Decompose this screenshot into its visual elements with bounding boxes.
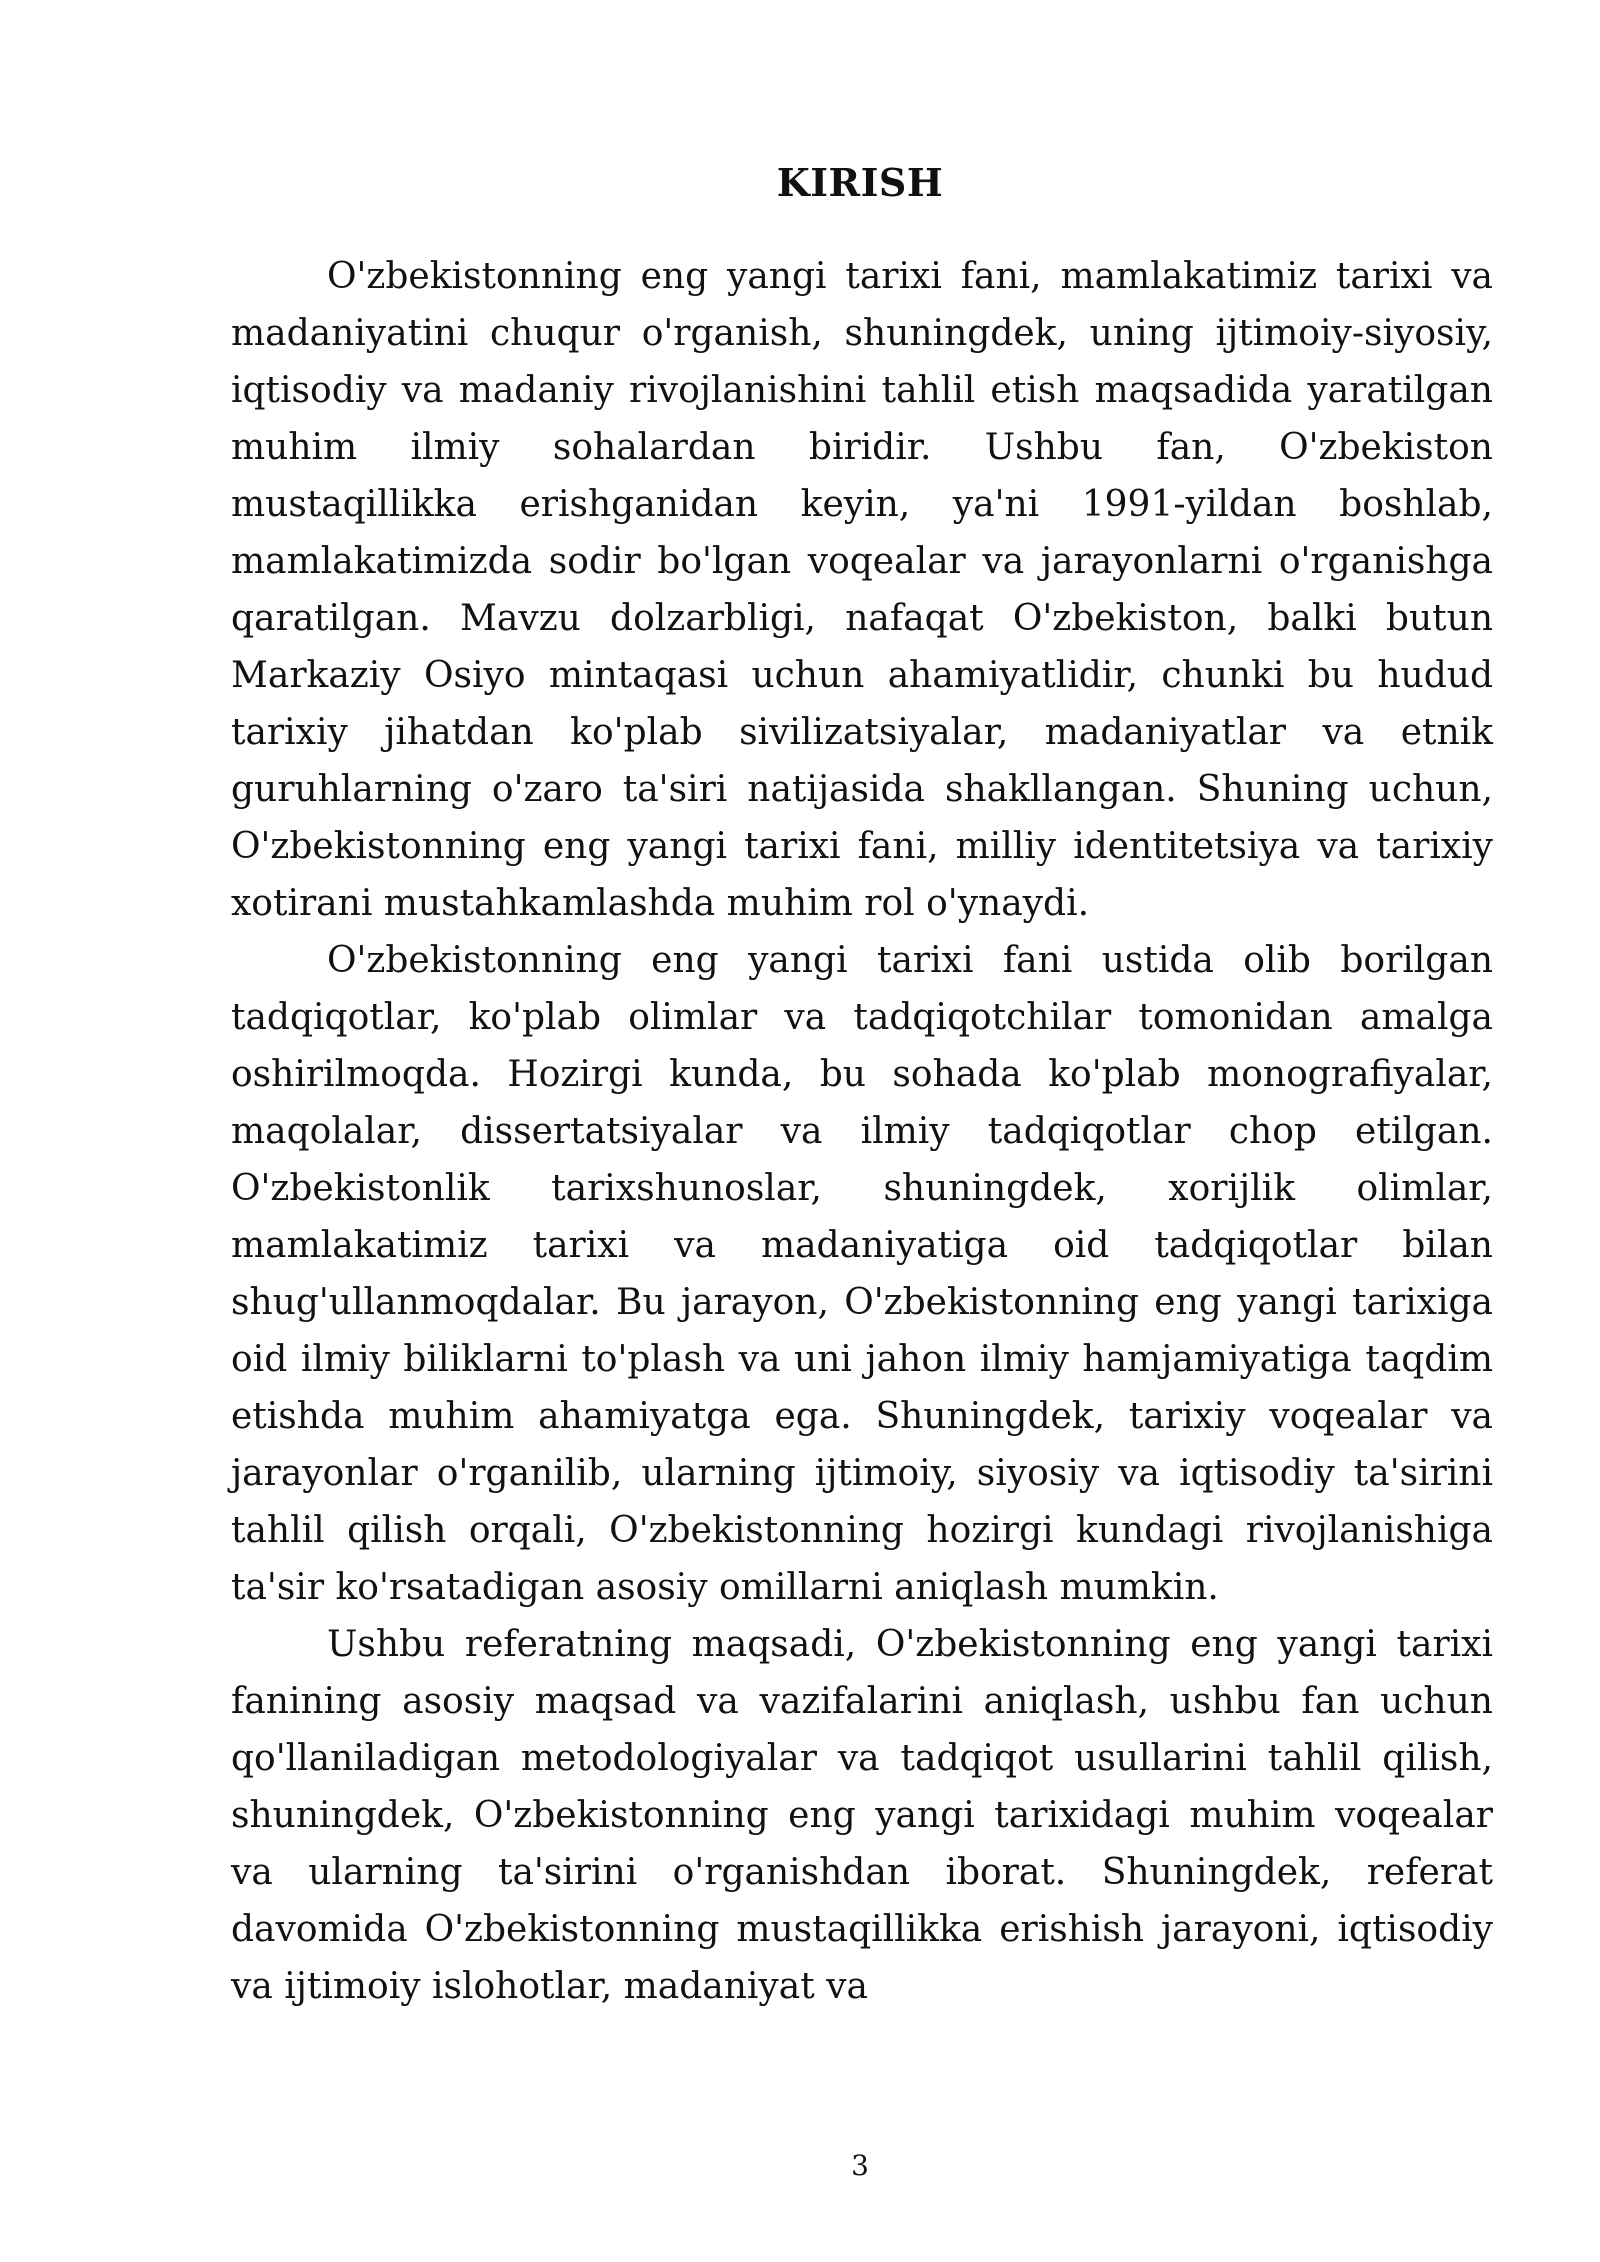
paragraph-1: O'zbekistonning eng yangi tarixi fani, mamlakatimiz tarixi va madaniyatini chuqur o'rganish, shuningdek, uning ijtimoiy-siyosiy, iqtisodiy va madaniy rivojlanishini tahlil etish maqsadida yaratilgan muhim ilmiy sohalardan biridir. Ushbu fan, O'zbekiston mustaqillikka erishganidan keyin, ya'ni 1991-yildan boshlab, mamlakatimizda sodir bo'lgan voqealar va jarayonlarni o'rganishga qaratilgan. Mavzu dolzarbligi, nafaqat O'zbekiston, balki butun Markaziy Osiyo mintaqasi uchun ahamiyatlidir, chunki bu hudud tarixiy jihatdan ko'plab sivilizatsiyalar, madaniyatlar va etnik guruhlarning o'zaro ta'siri natijasida shakllangan. Shuning uchun, O'zbekistonning eng yangi tarixi fani, milliy identitetsiya va tarixiy xotirani mustahkamlashda muhim rol o'ynaydi. [231, 256, 1493, 924]
page-number: 3 [851, 2149, 869, 2182]
page-title: KIRISH [776, 160, 944, 205]
paragraph-2: O'zbekistonning eng yangi tarixi fani ustida olib borilgan tadqiqotlar, ko'plab olimlar va tadqiqotchilar tomonidan amalga oshirilmoqda. Hozirgi kunda, bu sohada ko'plab monografiyalar, maqolalar, dissertatsiyalar va ilmiy tadqiqotlar chop etilgan. O'zbekistonlik tarixshunoslar, shuningdek, xorijlik olimlar, mamlakatimiz tarixi va madaniyatiga oid tadqiqotlar bilan shug'ullanmoqdalar. Bu jarayon, O'zbekistonning eng yangi tarixiga oid ilmiy biliklarni to'plash va uni jahon ilmiy hamjamiyatiga taqdim etishda muhim ahamiyatga ega. Shuningdek, tarixiy voqealar va jarayonlar o'rganilib, ularning ijtimoiy, siyosiy va iqtisodiy ta'sirini tahlil qilish orqali, O'zbekistonning hozirgi kundagi rivojlanishiga ta'sir ko'rsatadigan asosiy omillarni aniqlash mumkin. [231, 940, 1493, 1608]
body-text [231, 248, 1493, 2015]
paragraph-3: Ushbu referatning maqsadi, O'zbekistonning eng yangi tarixi fanining asosiy maqsad va vazifalarini aniqlash, ushbu fan uchun qo'llaniladigan metodologiyalar va tadqiqot usullarini tahlil qilish, shuningdek, O'zbekistonning eng yangi tarixidagi muhim voqealar va ularning ta'sirini o'rganishdan iborat. Shuningdek, referat davomida O'zbekistonning mustaqillikka erishish jarayoni, iqtisodiy va ijtimoiy islohotlar, madaniyat va [231, 1624, 1493, 2007]
